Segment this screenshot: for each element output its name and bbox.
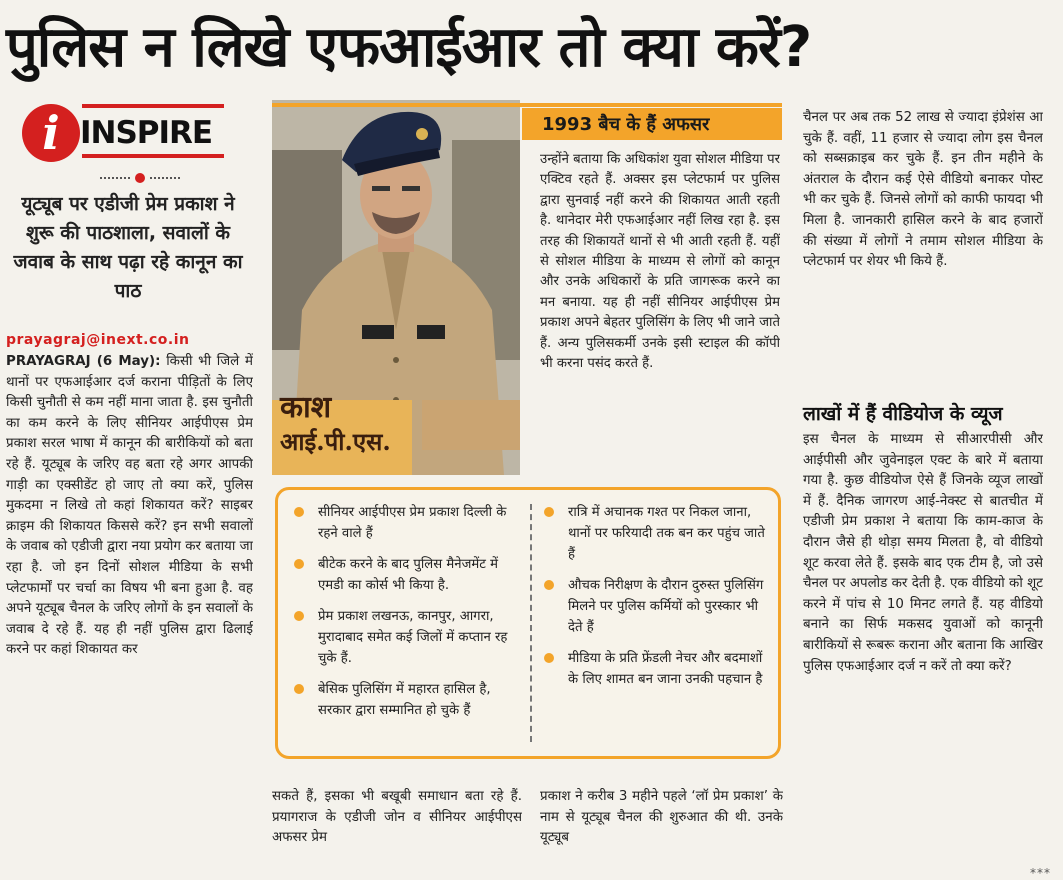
- logo-bar-bottom: [82, 154, 224, 158]
- section-subheading: लाखों में हैं वीडियोज के व्यूज: [803, 403, 1003, 425]
- list-item: रात्रि में अचानक गश्त पर निकल जाना, थानों पर फरियादी तक बन कर पहुंच जाते हैं: [542, 502, 767, 565]
- facts-box-divider: [530, 504, 532, 742]
- headline: पुलिस न लिखे एफआईआर तो क्या करें?: [6, 15, 812, 80]
- officer-photo: [272, 100, 520, 475]
- bullet-dot-icon: [294, 507, 304, 517]
- photo-board-text-2: आई.पी.एस.: [280, 427, 391, 456]
- article-column-3: प्रकाश ने करीब 3 महीने पहले ‘लॉ प्रेम प्रकाश’ के नाम से यूट्यूब चैनल की शुरुआत की थी. उनके यूट्यूब: [540, 789, 783, 846]
- article-column-4b: इस चैनल के माध्यम से सीआरपीसी और आईपीसी और जुवेनाइल एक्ट के बारे में बताया गया है. कुछ वीडियोज ऐसे हैं जिनके व्यूज लाखों में हैं. दैनिक जागरण आई-नेक्स्ट से बातचीत में एडीजी प्रेम प्रकाश ने बताया कि काम-काज के दौरान जैसे ही थोड़ा समय मिलता है, वो वीडियो शूट करवा लेते हैं. इसके बाद एक टीम है, जो उसे चैनल पर अपलोड कर देती है. एक वीडियो को शूट करने में पांच से 10 मिनट लगते हैं. यह वीडियो बनाने का सिर्फ मकसद युवाओं को कानूनी बारीकियों से रूबरू कराना और बताना कि आखिर पुलिस एफआईआर दर्ज न करें तो क्या करें?: [803, 432, 1043, 674]
- bullet-dot-icon: [294, 559, 304, 569]
- bullet-dot-icon: [294, 684, 304, 694]
- bullet-dot-icon: [544, 580, 554, 590]
- list-item: बेसिक पुलिसिंग में महारत हासिल है, सरकार द्वारा सम्मानित हो चुके हैं: [292, 679, 517, 721]
- list-item: बीटेक करने के बाद पुलिस मैनेजमेंट में एमडी का कोर्स भी किया है.: [292, 554, 517, 596]
- list-item: औचक निरीक्षण के दौरान दुरुस्त पुलिसिंग मिलने पर पुलिस कर्मियों को पुरस्कार भी देते हैं: [542, 575, 767, 638]
- list-item: प्रेम प्रकाश लखनऊ, कानपुर, आगरा, मुरादाबाद समेत कई जिलों में कप्तान रह चुके हैं.: [292, 606, 517, 669]
- banner-top-rule: [272, 103, 782, 107]
- list-item: सीनियर आईपीएस प्रेम प्रकाश दिल्ली के रहने वाले हैं: [292, 502, 517, 544]
- column-1-text: किसी भी जिले में थानों पर एफआईआर दर्ज कराना पीड़ितों के लिए किसी चुनौती से कम नहीं माना जाता है. इस चुनौती का कम करने के लिए सीनियर आईपीएस प्रेम प्रकाश सरल भाषा में कानून की बारीकियों को बता रहे हैं. यूट्यूब के जरिए वह बता रहे अगर आपकी गाड़ी का एक्सीडेंट हो जाए तो क्या करें, पुलिस मुकदमा न लिखे तो कहां शिकायत करें? साइबर क्राइम की शिकायत किससे करें? इन सभी सवालों के जवाब को एडीजी द्वारा नया प्रयोग कर बताया जा रहा है. जो इन दिनों सोशल मीडिया के सभी प्लेटफार्मों पर चर्चा का विषय भी बना हुआ है. वह अपने यूट्यूब चैनल के जरिए लोगों के इन सवालों के जवाब दे रहे हैं. यह ही नहीं पुलिस द्वारा ढिलाई करने पर कहां शिकायत कर: [6, 354, 253, 658]
- dateline: PRAYAGRAJ (6 May):: [6, 354, 161, 369]
- article-column-2: सकते हैं, इसका भी बखूबी समाधान बता रहे हैं. प्रयागराज के एडीजी जोन व सीनियर आईपीएस अफसर प्रेम: [272, 789, 522, 846]
- sidebar-story: उन्होंने बताया कि अधिकांश युवा सोशल मीडिया पर एक्टिव रहते हैं. अक्सर इस प्लेटफार्म पर पुलिस द्वारा सुनवाई नहीं करने की शिकायत आती रहती है. थानेदार मेरी एफआईआर नहीं लिख रहा है. इस तरह की शिकायतें थानों से भी आती रहती हैं. यहीं से सोशल मीडिया के माध्यम से लोगों को कानून और उनके अधिकारों के प्रति जागरूक करने का मन बनाया. यह ही नहीं सीनियर आईपीएस प्रेम प्रकाश अपने बेहतर पुलिसिंग के लिए भी जाने जाते हैं. अन्य पुलिसकर्मी उनके इसी स्टाइल की कॉपी भी करना पसंद करते हैं.: [540, 152, 780, 372]
- logo-bar-top: [82, 104, 224, 108]
- byline-email[interactable]: prayagraj@inext.co.in: [6, 332, 190, 348]
- end-mark: ***: [1030, 866, 1051, 880]
- facts-list-left: [292, 502, 517, 731]
- list-item: मीडिया के प्रति फ्रेंडली नेचर और बदमाशों के लिए शामत बन जाना उनकी पहचान है: [542, 648, 767, 690]
- logo-word: INSPIRE: [80, 115, 213, 151]
- bullet-dot-icon: [294, 611, 304, 621]
- bullet-dot-icon: [544, 653, 554, 663]
- photo-board-text-1: काश: [280, 390, 332, 425]
- ornament-divider: [100, 171, 180, 185]
- logo-i-badge: i: [22, 104, 80, 162]
- bullet-dot-icon: [544, 507, 554, 517]
- section-banner: [522, 108, 782, 140]
- inspire-logo: [22, 100, 227, 166]
- facts-list-right: [542, 502, 767, 700]
- article-column-1: [6, 352, 253, 872]
- section-banner-text: 1993 बैच के हैं अफसर: [542, 114, 710, 135]
- article-column-4: चैनल पर अब तक 52 लाख से ज्यादा इंप्रेशंस आ चुके हैं. वहीं, 11 हजार से ज्यादा लोग इस चैनल को सब्सक्राइब कर चुके हैं. इन तीन महीने के अंतराल के दौरान कई ऐसे वीडियो बनाकर पोस्ट भी कर चुके हैं. जिनसे लोगों को काफी फायदा भी मिला है. जानकारी हासिल करने के बाद हजारों की संख्या में लोगों ने तमाम सोशल मीडिया के प्लेटफार्म पर शेयर भी किये हैं.: [803, 110, 1043, 270]
- facts-box: [275, 487, 781, 759]
- subheadline: यूट्यूब पर एडीजी प्रेम प्रकाश ने शुरू की पाठशाला, सवालों के जवाब के साथ पढ़ा रहे कानून का पाठ: [13, 193, 243, 302]
